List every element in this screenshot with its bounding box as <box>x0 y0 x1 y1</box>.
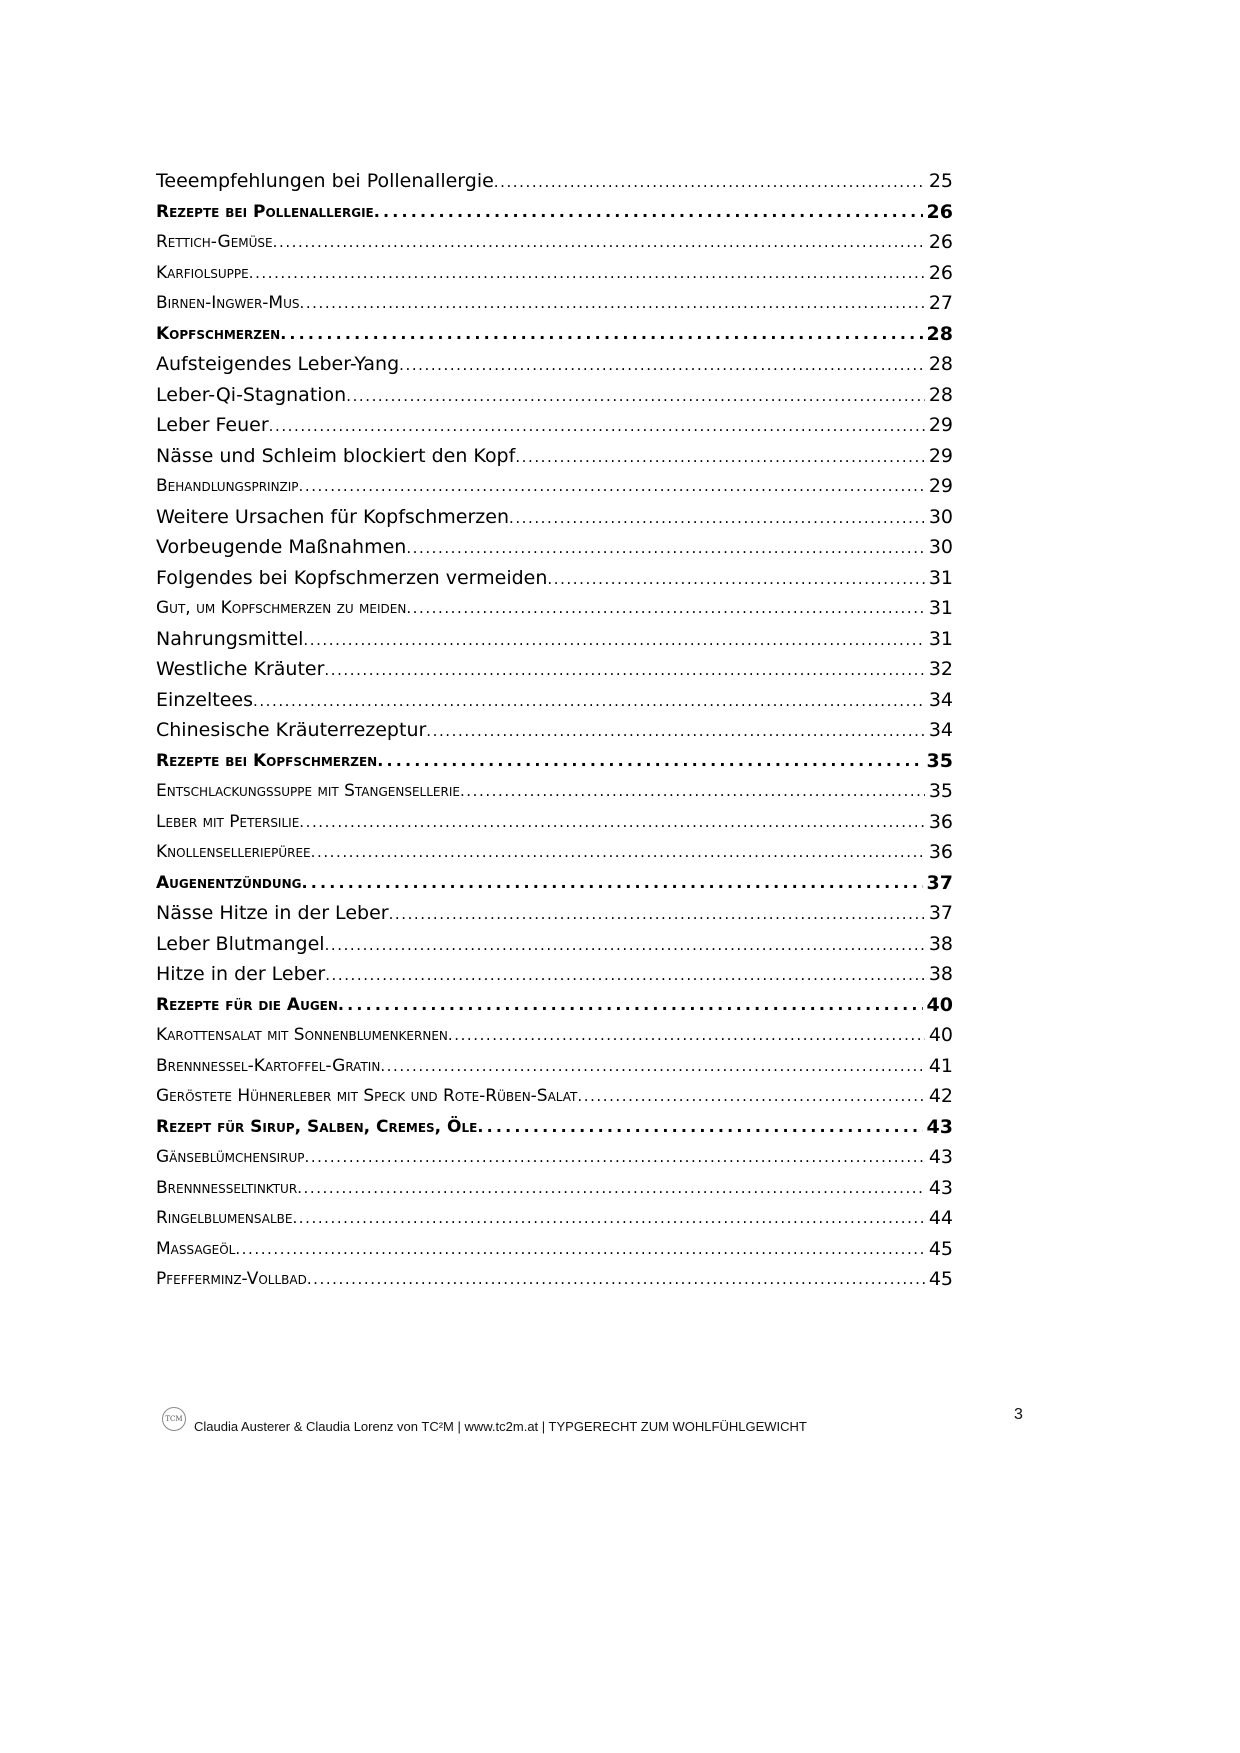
toc-dot-leader <box>249 264 925 282</box>
toc-entry-title: Leber mit Petersilie <box>156 811 300 832</box>
toc-dot-leader <box>325 963 925 985</box>
toc-entry[interactable] <box>156 1173 953 1204</box>
toc-dot-leader <box>273 233 925 251</box>
toc-entry[interactable] <box>156 807 953 838</box>
toc-entry-title: Pfefferminz-Vollbad <box>156 1269 307 1290</box>
toc-entry-title: Ringelblumensalbe <box>156 1208 293 1229</box>
toc-entry-page: 41 <box>928 1054 953 1077</box>
toc-entry[interactable] <box>156 837 953 868</box>
toc-entry-page: 26 <box>928 231 953 254</box>
toc-entry-page: 43 <box>928 1176 953 1199</box>
page-number: 3 <box>1014 1406 1023 1423</box>
toc-entry[interactable] <box>156 1051 953 1082</box>
toc-entry-title: Brennnesseltinktur <box>156 1177 298 1198</box>
toc-entry-title: Einzeltees <box>156 688 253 711</box>
toc-entry-title: Birnen-Ingwer-Mus <box>156 293 300 314</box>
toc-dot-leader <box>547 567 924 589</box>
toc-dot-leader <box>297 1179 925 1197</box>
toc-dot-leader <box>515 445 925 467</box>
toc-entry[interactable] <box>156 990 953 1021</box>
toc-entry[interactable] <box>156 868 953 899</box>
footer-text: Claudia Austerer & Claudia Lorenz von TC²M | www.tc2m.at | TYPGERECHT ZUM WOHLFÜHLGEWICHT <box>194 1419 807 1434</box>
toc-entry-title: Rezepte bei Kopfschmerzen <box>156 750 378 771</box>
toc-entry-page: 29 <box>928 444 953 467</box>
toc-entry-page: 43 <box>926 1115 953 1138</box>
toc-dot-leader <box>460 782 925 800</box>
toc-entry-title: Nässe Hitze in der Leber <box>156 902 389 925</box>
toc-entry-page: 45 <box>928 1268 953 1291</box>
toc-entry-page: 35 <box>926 749 953 772</box>
toc-dot-leader <box>299 813 925 831</box>
toc-entry-page: 31 <box>928 627 953 650</box>
toc-entry[interactable] <box>156 929 953 960</box>
toc-entry-title: Rezept für Sirup, Salben, Cremes, Öle <box>156 1116 478 1137</box>
toc-entry[interactable] <box>156 319 953 350</box>
toc-entry-page: 31 <box>928 597 953 620</box>
toc-entry-page: 26 <box>928 261 953 284</box>
toc-entry-title: Augenentzündung <box>156 872 302 893</box>
toc-entry-page: 43 <box>928 1146 953 1169</box>
toc-entry[interactable] <box>156 532 953 563</box>
toc-entry[interactable] <box>156 1264 953 1295</box>
toc-dot-leader <box>302 873 923 892</box>
toc-entry-page: 45 <box>928 1237 953 1260</box>
toc-entry-title: Knollenselleriepüree <box>156 842 311 863</box>
toc-entry-title: Nässe und Schleim blockiert den Kopf <box>156 444 516 467</box>
toc-dot-leader <box>269 414 925 436</box>
toc-entry-title: Rezepte für die Augen <box>156 994 338 1015</box>
toc-entry[interactable] <box>156 1142 953 1173</box>
toc-entry-title: Hitze in der Leber <box>156 963 326 986</box>
toc-dot-leader <box>338 995 923 1014</box>
toc-entry-title: Behandlungsprinzip <box>156 476 299 497</box>
toc-entry-title: Chinesische Kräuterrezeptur <box>156 719 427 742</box>
toc-entry[interactable] <box>156 197 953 228</box>
toc-entry-page: 30 <box>928 536 953 559</box>
toc-entry[interactable] <box>156 624 953 655</box>
table-of-contents <box>156 166 953 1295</box>
toc-entry-page: 38 <box>928 932 953 955</box>
toc-entry-title: Rettich-Gemüse <box>156 232 273 253</box>
toc-dot-leader <box>380 1057 925 1075</box>
toc-entry-title: Nahrungsmittel <box>156 627 304 650</box>
toc-dot-leader <box>292 1209 924 1227</box>
toc-entry-title: Gänseblümchensirup <box>156 1147 305 1168</box>
toc-entry[interactable] <box>156 1203 953 1234</box>
toc-entry-page: 28 <box>928 353 953 376</box>
toc-entry-title: Leber Feuer <box>156 414 269 437</box>
toc-dot-leader <box>346 384 925 406</box>
toc-entry[interactable] <box>156 258 953 289</box>
toc-dot-leader <box>303 628 924 650</box>
toc-entry[interactable] <box>156 349 953 380</box>
toc-entry-page: 29 <box>928 475 953 498</box>
toc-entry[interactable] <box>156 563 953 594</box>
toc-dot-leader <box>426 719 925 741</box>
toc-entry-title: Brennnessel-Kartoffel-Gratin <box>156 1055 381 1076</box>
toc-entry-page: 28 <box>928 383 953 406</box>
toc-entry-page: 40 <box>926 993 953 1016</box>
toc-entry-title: Rezepte bei Pollenallergie <box>156 201 374 222</box>
toc-dot-leader <box>448 1026 925 1044</box>
toc-entry-title: Westliche Kräuter <box>156 658 325 681</box>
toc-entry[interactable] <box>156 959 953 990</box>
toc-entry[interactable] <box>156 593 953 624</box>
toc-entry[interactable] <box>156 410 953 441</box>
toc-entry-title: Vorbeugende Maßnahmen <box>156 536 407 559</box>
toc-entry-page: 34 <box>928 719 953 742</box>
toc-entry-page: 40 <box>928 1024 953 1047</box>
toc-entry-page: 35 <box>928 780 953 803</box>
toc-dot-leader <box>577 1087 924 1105</box>
toc-entry[interactable] <box>156 776 953 807</box>
toc-entry-page: 37 <box>928 902 953 925</box>
toc-entry[interactable] <box>156 166 953 197</box>
toc-entry[interactable] <box>156 1112 953 1143</box>
toc-dot-leader <box>406 599 924 617</box>
tc2m-logo-icon: TCM <box>162 1407 186 1431</box>
toc-entry[interactable] <box>156 288 953 319</box>
toc-dot-leader <box>311 843 925 861</box>
toc-dot-leader <box>325 933 925 955</box>
toc-entry-page: 29 <box>928 414 953 437</box>
toc-entry[interactable] <box>156 471 953 502</box>
toc-entry[interactable] <box>156 1234 953 1265</box>
toc-entry-page: 38 <box>928 963 953 986</box>
toc-entry[interactable] <box>156 380 953 411</box>
toc-dot-leader <box>389 902 925 924</box>
toc-entry[interactable] <box>156 441 953 472</box>
toc-entry-title: Weitere Ursachen für Kopfschmerzen <box>156 505 509 528</box>
toc-entry-page: 31 <box>928 566 953 589</box>
toc-entry-page: 28 <box>926 322 953 345</box>
toc-entry-page: 32 <box>928 658 953 681</box>
toc-dot-leader <box>324 658 924 680</box>
toc-dot-leader <box>406 536 925 558</box>
toc-entry[interactable] <box>156 715 953 746</box>
toc-entry-page: 42 <box>928 1085 953 1108</box>
toc-dot-leader <box>477 1117 922 1136</box>
toc-entry-title: Karottensalat mit Sonnenblumenkernen <box>156 1025 448 1046</box>
toc-entry-title: Teeempfehlungen bei Pollenallergie <box>156 170 494 193</box>
toc-entry[interactable] <box>156 898 953 929</box>
toc-dot-leader <box>399 353 925 375</box>
toc-entry[interactable] <box>156 502 953 533</box>
toc-entry[interactable] <box>156 1081 953 1112</box>
toc-entry-page: 37 <box>926 871 953 894</box>
toc-dot-leader <box>235 1240 924 1258</box>
toc-entry[interactable] <box>156 654 953 685</box>
toc-entry-page: 27 <box>928 292 953 315</box>
toc-dot-leader <box>300 294 925 312</box>
toc-entry-title: Entschlackungssuppe mit Stangensellerie <box>156 781 460 802</box>
toc-entry-title: Folgendes bei Kopfschmerzen vermeiden <box>156 566 548 589</box>
toc-entry[interactable] <box>156 685 953 716</box>
toc-entry-title: Karfiolsuppe <box>156 262 249 283</box>
toc-entry-title: Geröstete Hühnerleber mit Speck und Rote-Rüben-Salat <box>156 1086 578 1107</box>
toc-entry-title: Aufsteigendes Leber-Yang <box>156 353 400 376</box>
toc-entry[interactable] <box>156 227 953 258</box>
toc-dot-leader <box>253 689 925 711</box>
toc-dot-leader <box>374 202 923 221</box>
toc-dot-leader <box>280 324 922 343</box>
toc-entry-page: 30 <box>928 505 953 528</box>
toc-entry-page: 44 <box>928 1207 953 1230</box>
toc-entry-page: 36 <box>928 841 953 864</box>
toc-entry-title: Leber-Qi-Stagnation <box>156 383 347 406</box>
toc-dot-leader <box>305 1148 925 1166</box>
toc-entry[interactable] <box>156 746 953 777</box>
toc-dot-leader <box>307 1270 925 1288</box>
toc-entry-page: 34 <box>928 688 953 711</box>
toc-entry-page: 25 <box>928 170 953 193</box>
toc-entry-title: Gut, um Kopfschmerzen zu meiden <box>156 598 407 619</box>
toc-dot-leader <box>494 170 925 192</box>
toc-dot-leader <box>377 751 922 770</box>
toc-entry-title: Massageöl <box>156 1238 236 1259</box>
toc-dot-leader <box>299 477 925 495</box>
toc-entry-title: Kopfschmerzen <box>156 323 281 344</box>
toc-dot-leader <box>509 506 925 528</box>
toc-entry-page: 26 <box>926 200 953 223</box>
toc-entry-title: Leber Blutmangel <box>156 932 325 955</box>
toc-entry-page: 36 <box>928 810 953 833</box>
toc-entry[interactable] <box>156 1020 953 1051</box>
